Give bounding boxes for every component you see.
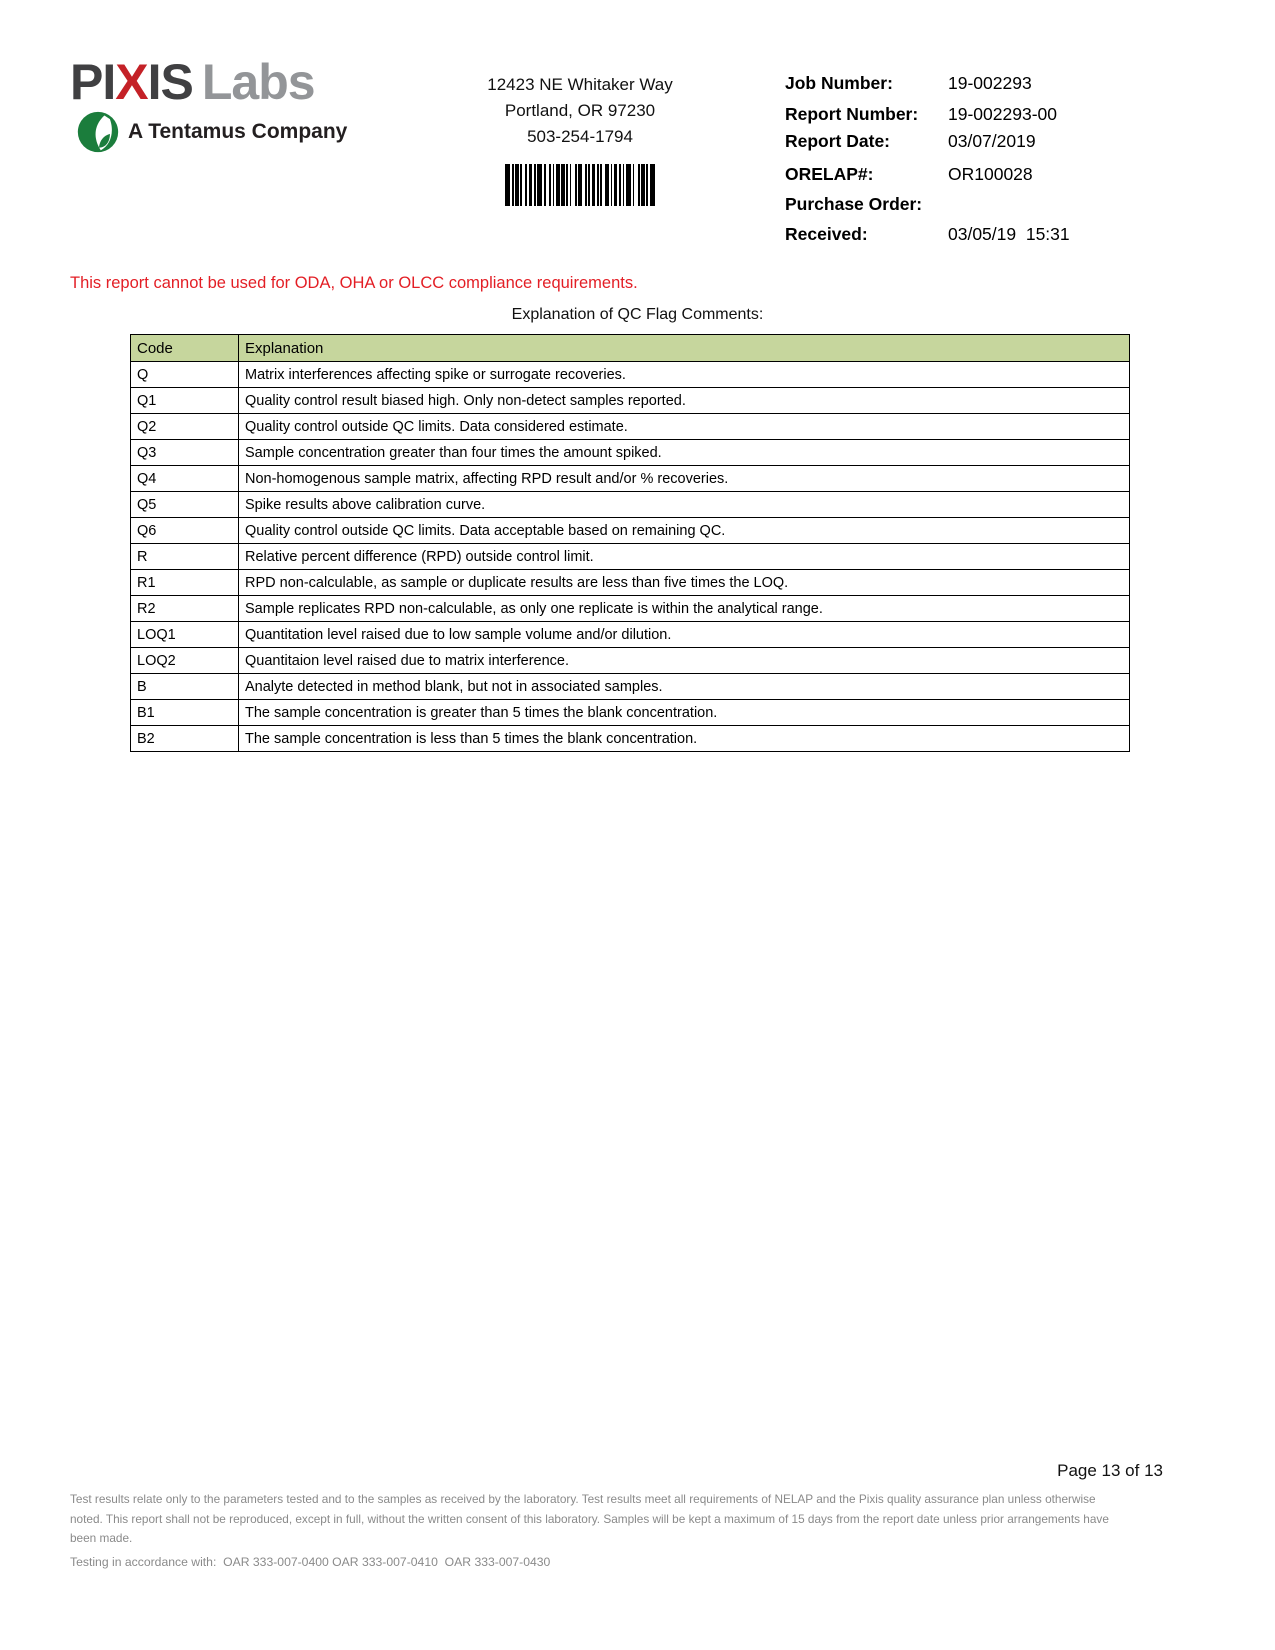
code-cell: R2: [131, 596, 239, 622]
info-value: 19-002293: [948, 73, 1032, 93]
explanation-cell: Matrix interferences affecting spike or surrogate recoveries.: [239, 362, 1130, 388]
company-tagline: A Tentamus Company: [128, 120, 348, 143]
info-label: ORELAP#:: [785, 164, 874, 184]
code-cell: Q2: [131, 414, 239, 440]
logo-text: [70, 56, 347, 108]
code-cell: B: [131, 674, 239, 700]
explanation-cell: Quantitation level raised due to low sample volume and/or dilution.: [239, 622, 1130, 648]
info-value: OR100028: [948, 164, 1033, 184]
logo-is: IS: [147, 54, 193, 110]
info-row-job-number: [785, 72, 1205, 94]
explanation-cell: Sample concentration greater than four times the amount spiked.: [239, 440, 1130, 466]
table-row: [131, 362, 1130, 388]
info-row-orelap: [785, 163, 1205, 185]
address-line-2: Portland, OR 97230: [504, 101, 656, 120]
table-row: [131, 570, 1130, 596]
table-row: [131, 596, 1130, 622]
info-label: Purchase Order:: [785, 194, 923, 214]
table-row: [131, 492, 1130, 518]
table-row: [131, 440, 1130, 466]
qc-flag-table: [130, 334, 1130, 752]
table-row: [131, 700, 1130, 726]
explanation-cell: Quality control outside QC limits. Data considered estimate.: [239, 414, 1130, 440]
explanation-cell: Quality control result biased high. Only non-detect samples reported.: [239, 388, 1130, 414]
table-header-explanation: Explanation: [239, 335, 1130, 362]
explanation-cell: Sample replicates RPD non-calculable, as only one replicate is within the analytical range.: [239, 596, 1130, 622]
logo-tagline-row: [76, 110, 347, 154]
table-row: [131, 544, 1130, 570]
explanation-cell: Analyte detected in method blank, but not in associated samples.: [239, 674, 1130, 700]
info-value: 03/07/2019: [948, 131, 1036, 151]
explanation-cell: Non-homogenous sample matrix, affecting RPD result and/or % recoveries.: [239, 466, 1130, 492]
code-cell: Q: [131, 362, 239, 388]
code-cell: Q3: [131, 440, 239, 466]
code-cell: Q5: [131, 492, 239, 518]
info-label: Received:: [785, 224, 868, 244]
table-header-code: Code: [131, 335, 239, 362]
info-row-report-number: [785, 103, 1205, 125]
table-row: [131, 388, 1130, 414]
table-row: [131, 518, 1130, 544]
table-row: [131, 414, 1130, 440]
code-cell: B1: [131, 700, 239, 726]
disclaimer: Test results relate only to the parameters tested and to the samples as received by the laboratory. Test results meet all requirements of NELAP and the Pixis quality assurance plan unless otherwise noted. This report shall not be reproduced, except in full, without the written consent of this laboratory. Samples will be kept a maximum of 15 days from the report date unless prior arrangements have been made.: [70, 1492, 1109, 1545]
info-value: 19-002293-00: [948, 104, 1057, 124]
explanation-cell: Quantitaion level raised due to matrix interference.: [239, 648, 1130, 674]
code-cell: Q4: [131, 466, 239, 492]
barcode: [505, 164, 655, 206]
explanation-cell: Relative percent difference (RPD) outside control limit.: [239, 544, 1130, 570]
code-cell: B2: [131, 726, 239, 752]
code-cell: LOQ2: [131, 648, 239, 674]
code-cell: Q6: [131, 518, 239, 544]
code-cell: Q1: [131, 388, 239, 414]
info-value: 03/05/19 15:31: [948, 224, 1070, 244]
table-header-row: [131, 335, 1130, 362]
pixis-logo: [70, 56, 347, 154]
code-cell: R1: [131, 570, 239, 596]
logo-x: X: [115, 54, 148, 110]
explanation-cell: RPD non-calculable, as sample or duplicate results are less than five times the LOQ.: [239, 570, 1130, 596]
table-row: [131, 726, 1130, 752]
info-label: Report Date:: [785, 131, 891, 151]
code-cell: LOQ1: [131, 622, 239, 648]
explanation-cell: Spike results above calibration curve.: [239, 492, 1130, 518]
compliance-notice: This report cannot be used for ODA, OHA or OLCC compliance requirements.: [70, 274, 638, 292]
address-line-3: 503-254-1794: [527, 127, 633, 146]
explanation-cell: The sample concentration is greater than 5 times the blank concentration.: [239, 700, 1130, 726]
accordance-note: Testing in accordance with: OAR 333-007-0400 OAR 333-007-0410 OAR 333-007-0430: [70, 1555, 551, 1569]
explanation-cell: The sample concentration is less than 5 times the blank concentration.: [239, 726, 1130, 752]
logo-pi: PI: [70, 54, 116, 110]
info-label: Job Number:: [785, 73, 893, 93]
table-row: [131, 622, 1130, 648]
page-number: Page 13 of 13: [1057, 1461, 1163, 1480]
lab-address: [440, 72, 720, 206]
qc-table-title: Explanation of QC Flag Comments:: [511, 306, 764, 323]
table-row: [131, 674, 1130, 700]
logo-labs: Labs: [201, 54, 315, 110]
table-row: [131, 648, 1130, 674]
table-row: [131, 466, 1130, 492]
explanation-cell: Quality control outside QC limits. Data acceptable based on remaining QC.: [239, 518, 1130, 544]
tentamus-leaf-icon: [76, 110, 120, 154]
code-cell: R: [131, 544, 239, 570]
info-row-purchase-order: [785, 193, 1205, 215]
info-label: Report Number:: [785, 104, 919, 124]
address-line-1: 12423 NE Whitaker Way: [487, 75, 673, 94]
info-row-received: [785, 223, 1205, 245]
report-info: [785, 72, 1205, 245]
info-row-report-date: [785, 130, 1205, 152]
